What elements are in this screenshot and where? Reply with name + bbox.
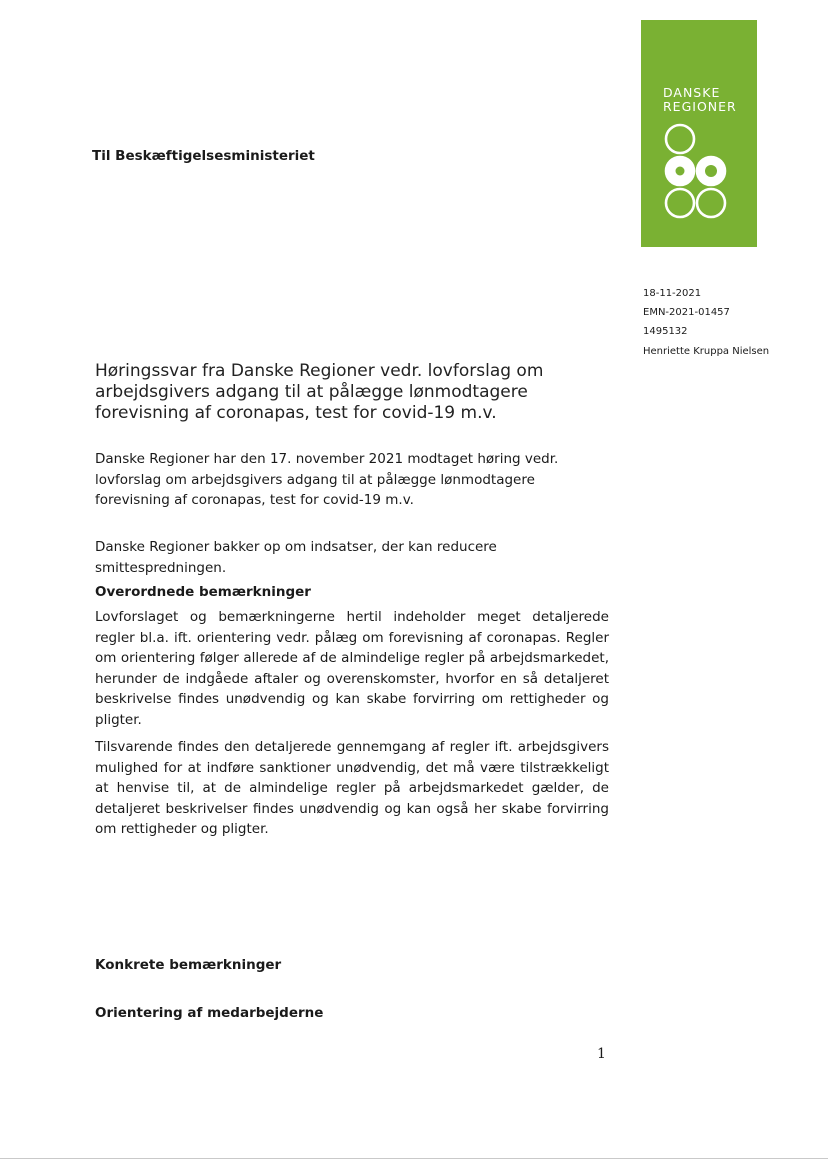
subheading-specific: Konkrete bemærkninger (95, 957, 282, 973)
meta-doc-number: 1495132 (643, 326, 688, 338)
subheading-orientation: Orientering af medarbejderne (95, 1005, 324, 1021)
paragraph-support: Danske Regioner bakker op om indsatser, der kan reducere smittespredningen. (95, 539, 497, 576)
danske-regioner-logo (641, 20, 757, 247)
paragraph-general-1: Lovforslaget og bemærkningerne hertil indeholder meget detaljerede regler bl.a. ift. orientering vedr. pålæg om forevisning af coronapas. Regler om orientering følger allerede af de almindelige regler på arbejdsmarkedet, herunder de indgåede aftaler og overenskomster, hvorfor en så detaljeret beskrivelse findes unødvendig og kan skabe forvirring om rettigheder og pligter. (95, 609, 609, 728)
document-heading: Høringssvar fra Danske Regioner vedr. lovforslag om arbejdsgivers adgang til at pålægge lønmodtagere forevisning af coronapas, test for covid-19 m.v. (95, 361, 544, 423)
logo-circles-icon (641, 20, 757, 247)
meta-case-number: EMN-2021-01457 (643, 307, 730, 319)
meta-author: Henriette Kruppa Nielsen (643, 345, 770, 357)
page-number: 1 (597, 1046, 606, 1062)
paragraph-intro: Danske Regioner har den 17. november 2021 modtaget høring vedr. lovforslag om arbejdsgivers adgang til at pålægge lønmodtagere forevisning af coronapas, test for covid-19 m.v. (95, 451, 559, 509)
subheading-general: Overordnede bemærkninger (95, 584, 311, 600)
document-meta (643, 284, 769, 361)
footer-divider (0, 1158, 828, 1159)
logo-line-1: DANSKE (663, 85, 721, 100)
logo-line-2: REGIONER (663, 99, 737, 114)
meta-date: 18-11-2021 (643, 288, 702, 299)
paragraph-general-2: Tilsvarende findes den detaljerede gennemgang af regler ift. arbejdsgivers mulighed for at indføre sanktioner unødvendig, det må være tilstrækkeligt at henvise til, at de almindelige regler på arbejdsmarkedet gælder, de detaljeret beskrivelser findes unødvendig og kan også her skabe forvirring om rettigheder og pligter. (95, 739, 609, 838)
recipient: Til Beskæftigelsesministeriet (92, 148, 315, 164)
